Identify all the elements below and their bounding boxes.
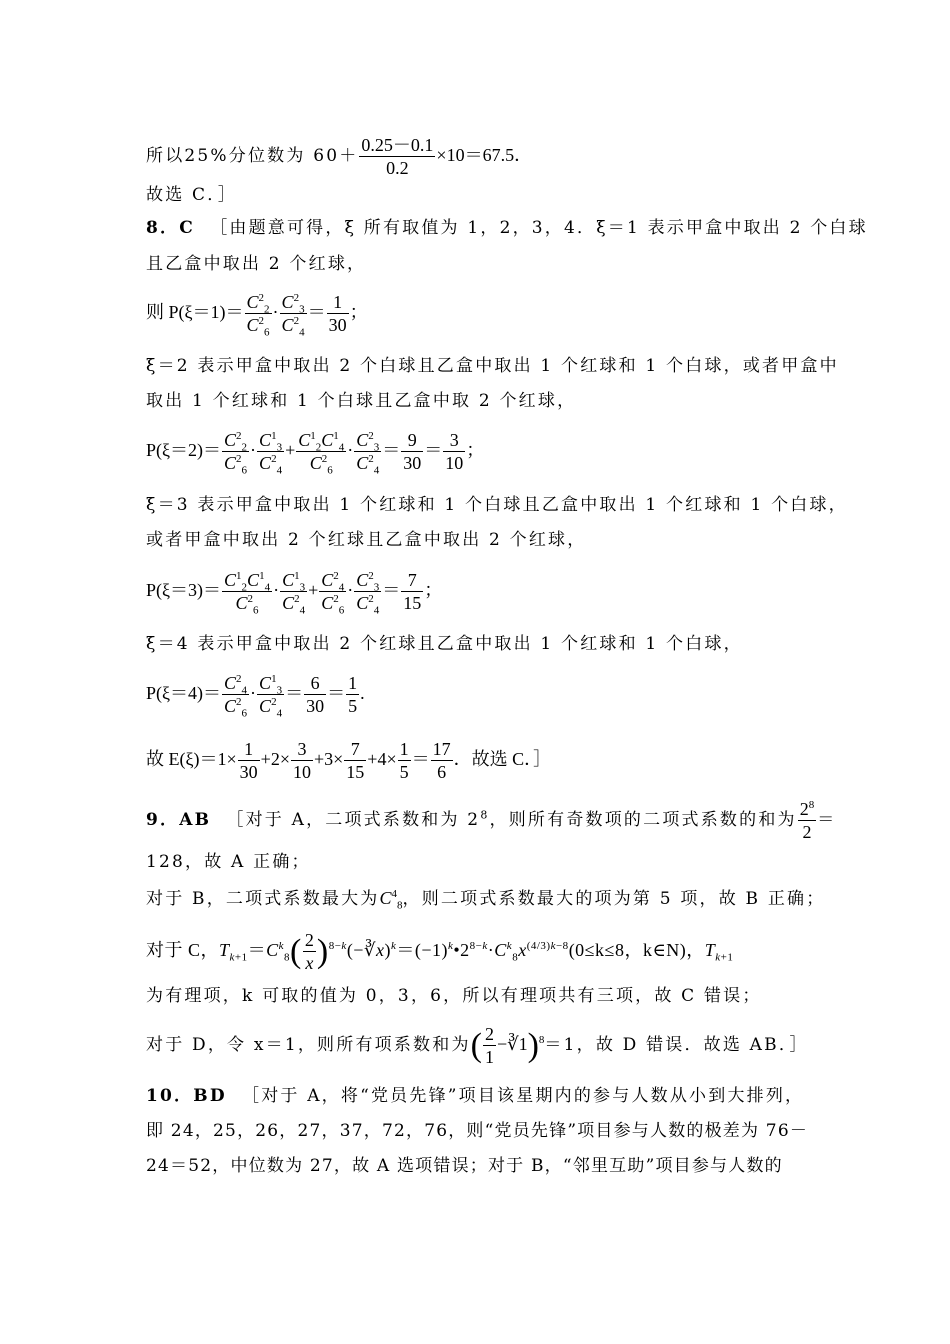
q8-line-2: 且乙盒中取出 2 个红球， [146, 254, 367, 274]
fraction: $\frac{0.25-0.1}{0.2}$ [361, 135, 434, 178]
q9-line-3: 对于 B，二项式系数最大为$C^4_8$，则二项式系数最大的项为第 5 项，故 B 正确； [146, 888, 826, 912]
q8-p2-formula: P(ξ＝2)＝ $\frac{C^2_2}{C^2_6}$ · $\frac{C^1_3}{C^2_4}$ + $\frac{C^1_2C^1_4}{C^2_6}$ · $\frac{C^2_3}{C^2_4}$ ＝ $\frac{9}{30}$ ＝ $\frac{3}{10}$ ； [146, 430, 485, 477]
q8-line-5: ξ＝3 表示甲盒中取出 1 个红球和 1 个白球且乙盒中取出 1 个红球和 1 个白球， [146, 495, 848, 515]
q8-p3-formula: P(ξ＝3)＝ $\frac{C^1_2C^1_4}{C^2_6}$ · $\frac{C^1_3}{C^2_4}$ + $\frac{C^2_4}{C^2_6}$ · $\frac{C^2_3}{C^2_4}$ ＝ $\frac{7}{15}$ ； [146, 570, 443, 617]
q10-line-1: 10．BD ［对于 A，将“党员先锋”项目该星期内的参与人数从小到大排列， [146, 1086, 805, 1106]
q8-line-6: 或者甲盒中取出 2 个红球且乙盒中取出 2 个红球， [146, 530, 587, 550]
q9-line-6: 对于 D，令 x＝1，则所有项系数和为( $\frac{2}{1}$ −∛1)$^8$＝1，故 D 错误．故选 AB．］ [146, 1024, 809, 1068]
line-choose-c: 故选 C．］ [146, 185, 238, 205]
q9-line-5: 为有理项，k 可取的值为 0，3，6，所以有理项共有三项，故 C 错误； [146, 986, 762, 1006]
q9-line-1: 9．AB ［对于 A，二项式系数和为 $2^8$，则所有奇数项的二项式系数的和为 $\frac{2^8}{2}$ ＝ [146, 799, 837, 842]
q10-line-2: 即 24，25，26，27，37，72，76，则“党员先锋”项目参与人数的极差为 76－ [146, 1121, 809, 1141]
q8-p4-formula: P(ξ＝4)＝ $\frac{C^2_4}{C^2_6}$ · $\frac{C^1_3}{C^2_4}$ ＝ $\frac{6}{30}$ ＝ $\frac{1}{5}$ . [146, 673, 365, 720]
q8-line-4: 取出 1 个红球和 1 个白球且乙盒中取 2 个红球， [146, 391, 577, 411]
q8-line-3: ξ＝2 表示甲盒中取出 2 个白球且乙盒中取出 1 个红球和 1 个白球，或者甲盒中 [146, 356, 839, 376]
q10-line-3: 24＝52，中位数为 27，故 A 选项错误；对于 B，“邻里互助”项目参与人数的 [146, 1156, 783, 1176]
q8-line-1: 8．C ［由题意可得，ξ 所有取值为 1，2，3，4．ξ＝1 表示甲盒中取出 2 个白球 [146, 218, 868, 238]
q9-general-term: 对于 C，$T_{k+1}=C^k_8$( $\frac{2}{x}$ )$^{8-k}(-∛x)^k=(-1)^k•2^{8-k}\cdot C^k_8x^{(4/3)k-8}(0\le k\le 8$，k∈N)，$T_{k+1}$ [146, 930, 734, 974]
q9-line-2: 128，故 A 正确； [146, 852, 311, 872]
q8-line-7: ξ＝4 表示甲盒中取出 2 个红球且乙盒中取出 1 个红球和 1 个白球， [146, 634, 743, 654]
q8-expectation: 故 E(ξ)＝1× $\frac{1}{30}$ +2× $\frac{3}{10}$ +3× $\frac{7}{15}$ +4× $\frac{1}{5}$ ＝ $\frac{17}{6}$ ．故选 C．］ [146, 739, 552, 783]
q8-p1-formula: 则 P(ξ＝1)＝ $\frac{C^2_2}{C^2_6}$ · $\frac{C^2_3}{C^2_4}$ ＝ $\frac{1}{30}$ ； [146, 292, 368, 339]
line-percentile: 所以25%分位数为 60＋ $\frac{0.25-0.1}{0.2}$ ×10＝67.5． [146, 135, 533, 178]
